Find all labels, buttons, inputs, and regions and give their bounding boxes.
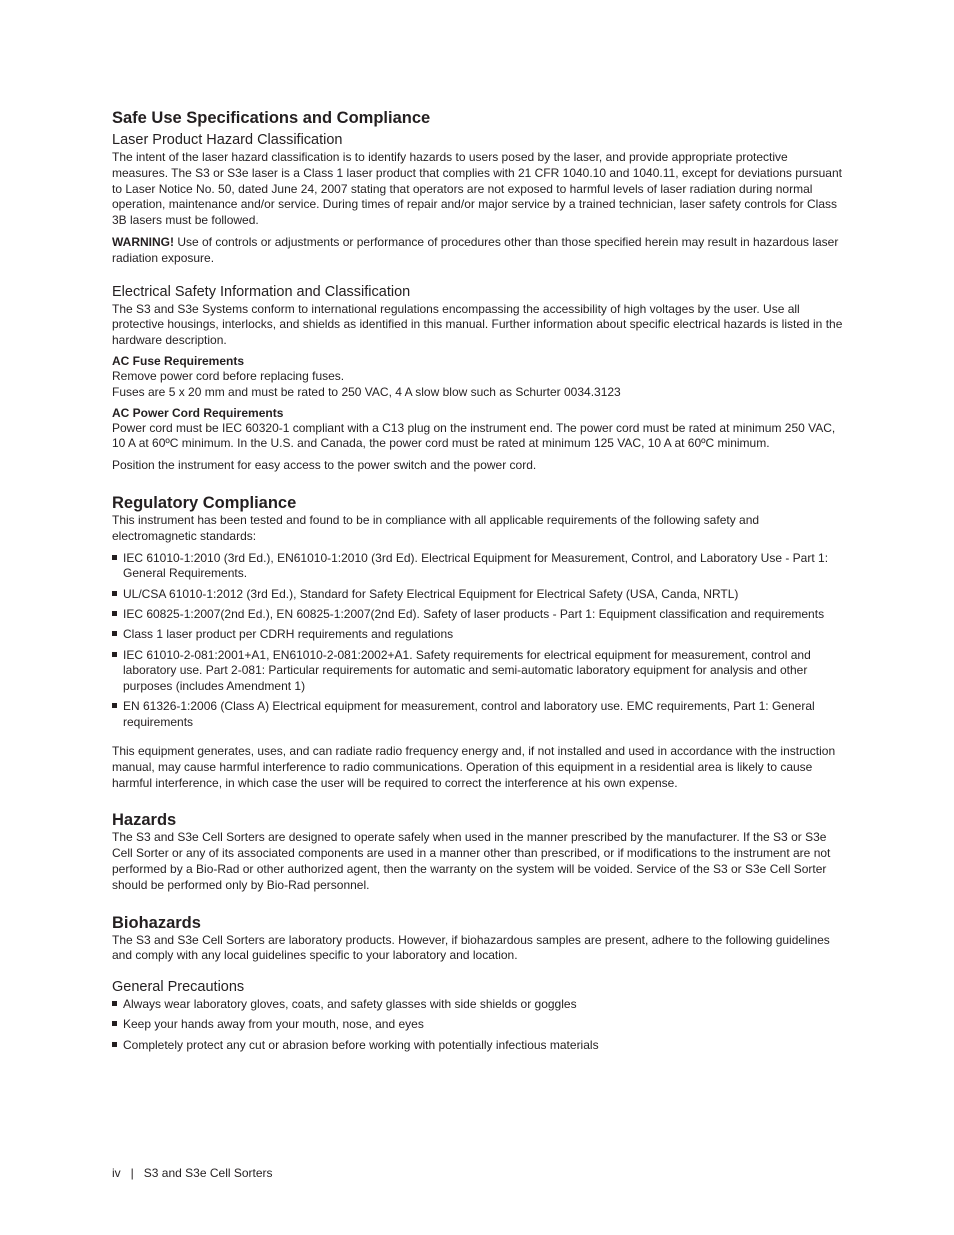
regulatory-title: Regulatory Compliance: [112, 493, 297, 512]
list-item-text: Class 1 laser product per CDRH requirements and regulations: [123, 627, 454, 642]
bullet-icon: [112, 1001, 117, 1006]
page-footer: [112, 1166, 273, 1180]
fuse-heading: AC Fuse Requirements: [112, 353, 245, 368]
electrical-body: The S3 and S3e Systems conform to international regulations encompassing the accessibility of high voltages by the user. Use all protective housings, interlocks, and shields as identified in this manual. Further information about specific electrical hazards is listed in the hardware description.: [112, 301, 843, 348]
bullet-icon: [112, 703, 117, 708]
cord-heading: AC Power Cord Requirements: [112, 405, 284, 420]
hazards-title: Hazards: [112, 811, 177, 830]
list-item-text: Always wear laboratory gloves, coats, and safety glasses with side shields or goggles: [123, 997, 577, 1012]
list-item-text: UL/CSA 61010-1:2012 (3rd Ed.), Standard for Safety Electrical Equipment for Electrical Safety (USA, Canda, NRTL): [123, 586, 739, 601]
laser-body: The intent of the laser hazard classification is to identify hazards to users posed by the laser, and provide appropriate protective measures. The S3 or S3e laser is a Class 1 laser product that complies with 21 CFR 1040.10 and 1040.11, except for deviations pursuant to Laser Notice No. 50, dated June 24, 2007 stating that operators are not exposed to harmful levels of laser radiation during normal operation, maintenance and/or service. During times of repair and/or major service by a trained technician, laser safety controls for Class 3B lasers must be followed.: [112, 150, 842, 228]
regulatory-outro: This equipment generates, uses, and can radiate radio frequency energy and, if not installed and used in accordance with the instruction manual, may cause harmful interference to radio communications. Operation of this equipment in a residential area is likely to cause harmful interference, in which case the user will be required to correct the interference at his own expense.: [112, 744, 836, 790]
list-item-text: IEC 61010-1:2010 (3rd Ed.), EN61010-1:2010 (3rd Ed). Electrical Equipment for Measurement, Control, and Laboratory Use - Part 1: General Requirements.: [123, 550, 829, 581]
bullet-icon: [112, 652, 117, 657]
precautions-list: [112, 997, 844, 1053]
list-item-text: IEC 60825-1:2007(2nd Ed.), EN 60825-1:2007(2nd Ed). Safety of laser products - Part 1: Equipment classification and requirements: [123, 606, 825, 621]
cord-body: Power cord must be IEC 60320-1 compliant with a C13 plug on the instrument end. The power cord must be rated at minimum 250 VAC, 10 A at 60ºC minimum. In the U.S. and Canada, the power cord must be rated at minimum 125 VAC, 10 A at 60ºC minimum.: [112, 420, 836, 451]
position-text: Position the instrument for easy access to the power switch and the power cord.: [112, 458, 537, 473]
list-item: [112, 648, 844, 695]
list-item: [112, 1017, 844, 1033]
list-item: [112, 1038, 844, 1054]
bullet-icon: [112, 631, 117, 636]
laser-heading: Laser Product Hazard Classification: [112, 132, 343, 148]
page-number: iv: [112, 1166, 121, 1180]
list-item: [112, 627, 844, 643]
list-item-text: Completely protect any cut or abrasion before working with potentially infectious materials: [123, 1037, 599, 1052]
list-item-text: Keep your hands away from your mouth, nose, and eyes: [123, 1017, 424, 1032]
footer-separator: |: [130, 1166, 134, 1180]
bullet-icon: [112, 555, 117, 560]
bullet-icon: [112, 591, 117, 596]
bullet-icon: [112, 1021, 117, 1026]
biohazards-body: The S3 and S3e Cell Sorters are laboratory products. However, if biohazardous samples are present, adhere to the following guidelines and comply with any local guidelines specific to your laboratory and location.: [112, 932, 830, 963]
list-item: [112, 997, 844, 1013]
list-item: [112, 587, 844, 603]
precautions-heading: General Precautions: [112, 979, 245, 996]
document-page: [112, 108, 844, 1054]
hazards-body: The S3 and S3e Cell Sorters are designed to operate safely when used in the manner prescribed by the manufacturer. If the S3 or S3e Cell Sorter or any of its associated components are used in a manner other than prescribed, or if modifications to the instrument are not performed by a Bio-Rad or other authorized agent, then the warranty on the system will be voided. Service of the S3 or S3e Cell Sorter should be performed only by Bio-Rad personnel.: [112, 830, 831, 892]
warning-paragraph: [112, 235, 844, 267]
fuse-line-1: Remove power cord before replacing fuses.: [112, 368, 345, 383]
warning-text: Use of controls or adjustments or performance of procedures other than those specified herein may result in hazardous laser radiation exposure.: [112, 234, 839, 265]
list-item: [112, 699, 844, 731]
list-item: [112, 607, 844, 623]
fuse-line-2: Fuses are 5 x 20 mm and must be rated to 250 VAC, 4 A slow blow such as Schurter 0034.3123: [112, 384, 621, 399]
warning-label: WARNING!: [112, 234, 174, 249]
regulatory-intro: This instrument has been tested and found to be in compliance with all applicable requirements of the following safety and electromagnetic standards:: [112, 512, 760, 543]
list-item-text: IEC 61010-2-081:2001+A1, EN61010-2-081:2002+A1. Safety requirements for electrical equipment for measurement, control and laboratory use. Part 2-081: Particular requirements for automatic and semi-automatic laboratory equipment for analysis and other purposes (includes Amendment 1): [123, 647, 811, 694]
electrical-heading: Electrical Safety Information and Classification: [112, 283, 411, 300]
standards-list: [112, 551, 844, 731]
section-title: Safe Use Specifications and Compliance: [112, 109, 431, 127]
bullet-icon: [112, 611, 117, 616]
biohazards-title: Biohazards: [112, 913, 201, 932]
footer-doc-title: S3 and S3e Cell Sorters: [143, 1166, 273, 1180]
list-item: [112, 551, 844, 583]
list-item-text: EN 61326-1:2006 (Class A) Electrical equipment for measurement, control and laboratory use. EMC requirements, Part 1: General requirements: [123, 699, 815, 730]
bullet-icon: [112, 1042, 117, 1047]
